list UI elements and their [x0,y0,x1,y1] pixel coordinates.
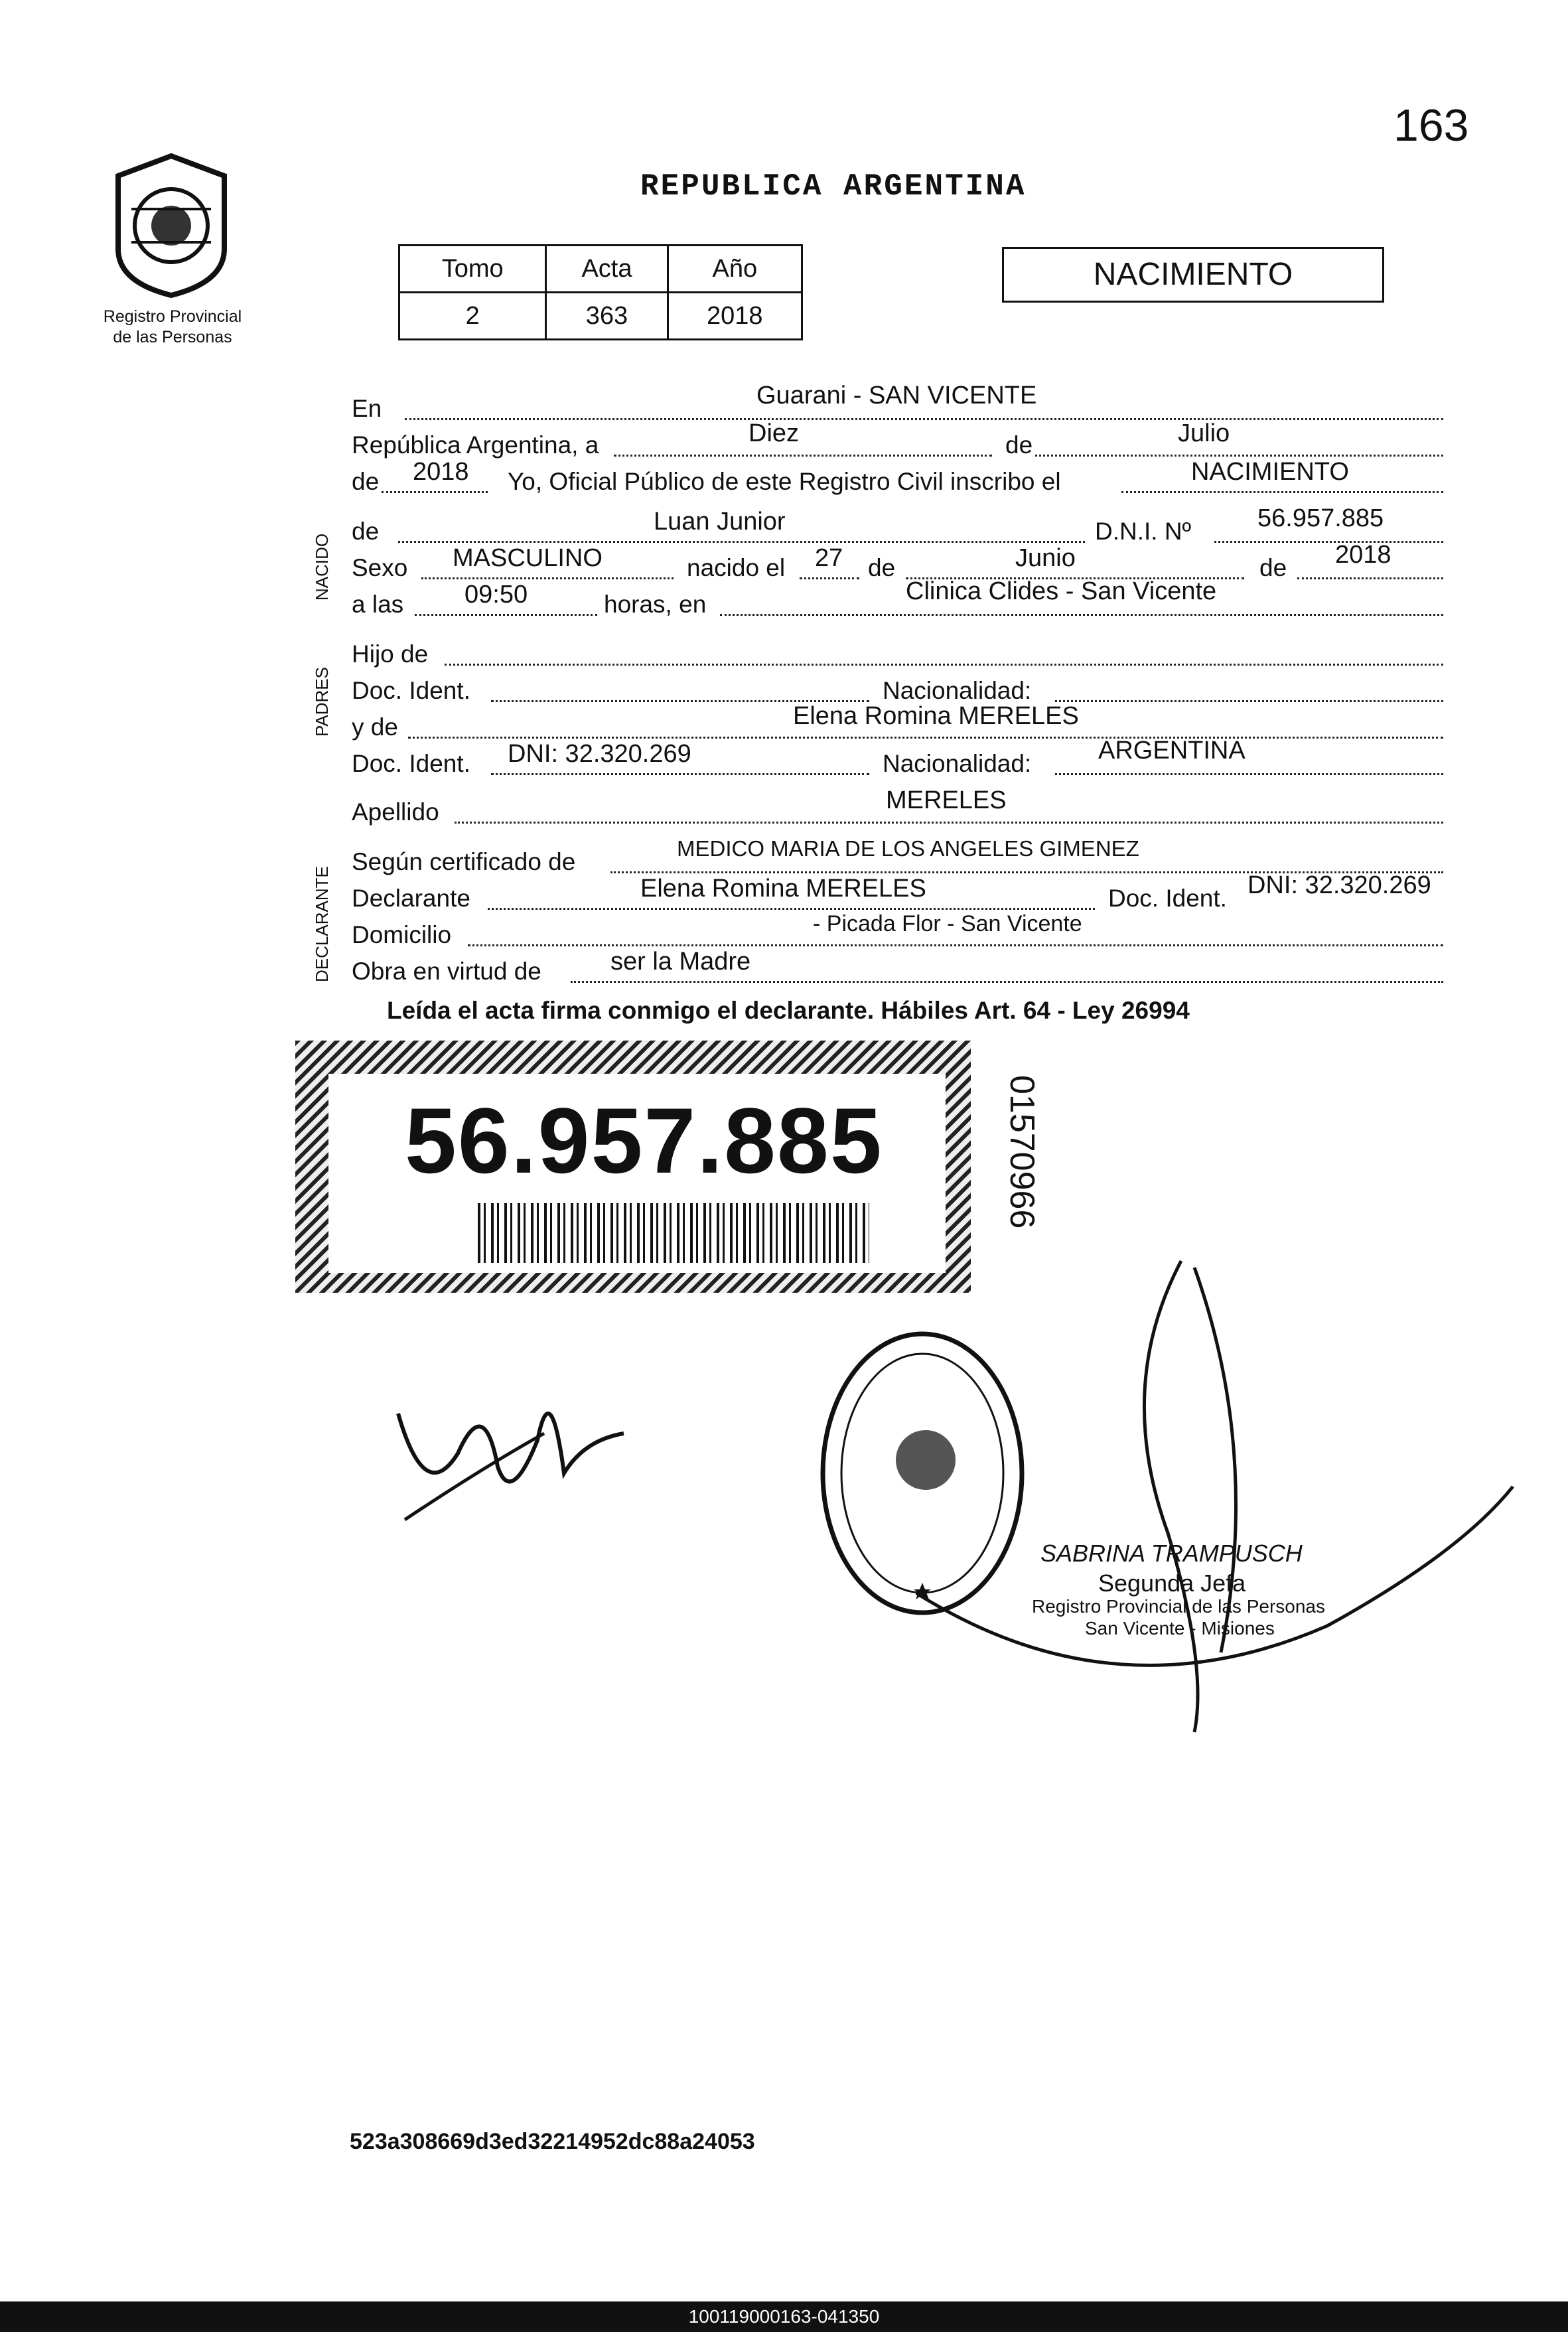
registry-caption-line2: de las Personas [113,328,232,346]
official-org: Registro Provincial de las Personas [1032,1596,1325,1617]
value-nombre: Luan Junior [654,508,786,536]
label-obra: Obra en virtud de [352,958,541,985]
dotted-line [571,981,1443,983]
dotted-line [1121,491,1443,493]
dotted-line [382,491,488,493]
dotted-line [614,455,992,457]
label-nacionalidad-1: Nacionalidad: [883,677,1032,704]
label-de-year: de [352,468,380,495]
header-acta: Acta [546,246,668,293]
label-de: de [1005,431,1033,459]
value-dia: Diez [748,419,800,447]
label-dni: D.N.I. Nº [1095,518,1192,545]
value-acta: 363 [546,293,668,340]
header-tomo: Tomo [399,246,546,293]
dotted-line [415,614,597,616]
dotted-line [468,944,1443,946]
value-certificado: MEDICO MARIA DE LOS ANGELES GIMENEZ [677,836,1139,861]
document-hash: 523a308669d3ed32214952dc88a24053 [350,2129,755,2154]
dotted-line [1297,577,1443,579]
value-nac-anio: 2018 [1335,541,1391,569]
label-yo-oficial: Yo, Oficial Público de este Registro Civil inscribo el [508,468,1061,495]
value-apellido: MERELES [886,786,1007,814]
dotted-line [398,541,1085,543]
legal-note: Leída el acta firma conmigo el declarante. Hábiles Art. 64 - Ley 26994 [387,997,1190,1024]
label-de-anio: de [1259,554,1287,581]
value-hora: 09:50 [464,581,528,609]
official-location: San Vicente - Misiones [1085,1618,1275,1639]
value-anio: 2018 [413,458,469,486]
value-madre-dni: DNI: 32.320.269 [508,740,691,768]
value-anio: 2018 [668,293,802,340]
dni-barcode [478,1203,869,1263]
dni-plate-number: 56.957.885 [405,1088,883,1193]
label-doc-ident-3: Doc. Ident. [1108,885,1227,912]
value-madre: Elena Romina MERELES [793,702,1079,730]
label-en: En [352,395,382,422]
registrar-signature [385,1334,637,1526]
dotted-line [421,577,674,579]
value-sexo: MASCULINO [453,544,603,572]
dotted-line [455,822,1443,824]
registry-caption [86,307,259,348]
value-domicilio: - Picada Flor - San Vicente [813,911,1082,936]
label-hijo-de: Hijo de [352,640,429,668]
control-number: 01570966 [1003,1075,1041,1229]
provincial-seal-logo [105,149,238,302]
value-lugar: Guarani - SAN VICENTE [756,382,1037,409]
side-label-declarante: DECLARANTE [312,866,332,982]
value-obra: ser la Madre [610,948,751,976]
registry-table-value-row [399,293,802,340]
label-republica: República Argentina, a [352,431,599,459]
official-name: SABRINA TRAMPUSCH [1040,1540,1303,1567]
label-de-name: de [352,518,380,545]
header-anio: Año [668,246,802,293]
label-sexo: Sexo [352,554,408,581]
page-number: 163 [1393,100,1469,151]
label-segun-certificado: Según certificado de [352,848,576,875]
dotted-line [1214,541,1443,543]
label-nacido-el: nacido el [687,554,786,581]
value-declarante-dni: DNI: 32.320.269 [1247,871,1431,899]
label-domicilio: Domicilio [352,921,452,948]
dotted-line [1055,700,1443,702]
label-de-mes: de [868,554,896,581]
record-type-box: NACIMIENTO [1002,247,1384,303]
value-madre-nac: ARGENTINA [1098,737,1246,765]
side-label-padres: PADRES [312,667,332,737]
label-horas-en: horas, en [604,591,707,618]
value-nac-dia: 27 [815,544,843,572]
dotted-line [1055,773,1443,775]
dotted-line [405,418,1443,420]
dotted-line [720,614,1443,616]
value-tomo: 2 [399,293,546,340]
dotted-line [800,577,859,579]
registry-table-header-row [399,246,802,293]
label-y-de: y de [352,713,398,741]
value-dni: 56.957.885 [1257,504,1384,532]
label-doc-ident-2: Doc. Ident. [352,750,470,777]
value-declarante: Elena Romina MERELES [640,875,926,903]
value-acto: NACIMIENTO [1191,458,1349,486]
dni-plate [295,1041,971,1293]
label-a-las: a las [352,591,404,618]
dni-plate-inner [328,1074,946,1273]
label-apellido: Apellido [352,798,439,826]
dotted-line [488,908,1095,910]
label-declarante: Declarante [352,885,470,912]
value-lugar-nac: Clinica Clides - San Vicente [906,577,1217,605]
document-title: REPUBLICA ARGENTINA [640,169,1027,204]
dotted-line [445,664,1443,666]
dotted-line [491,773,869,775]
label-nacionalidad-2: Nacionalidad: [883,750,1032,777]
value-nac-mes: Junio [1015,544,1076,572]
label-doc-ident-1: Doc. Ident. [352,677,470,704]
side-label-nacido: NACIDO [312,533,332,601]
registry-table [398,244,803,340]
official-signature [916,1254,1546,1752]
dotted-line [408,737,1443,739]
dotted-line [1035,455,1443,457]
scan-id-bar: 100119000163-041350 [0,2301,1568,2332]
official-role: Segunda Jefa [1098,1569,1246,1597]
value-mes: Julio [1178,419,1230,447]
registry-caption-line1: Registro Provincial [103,307,242,326]
